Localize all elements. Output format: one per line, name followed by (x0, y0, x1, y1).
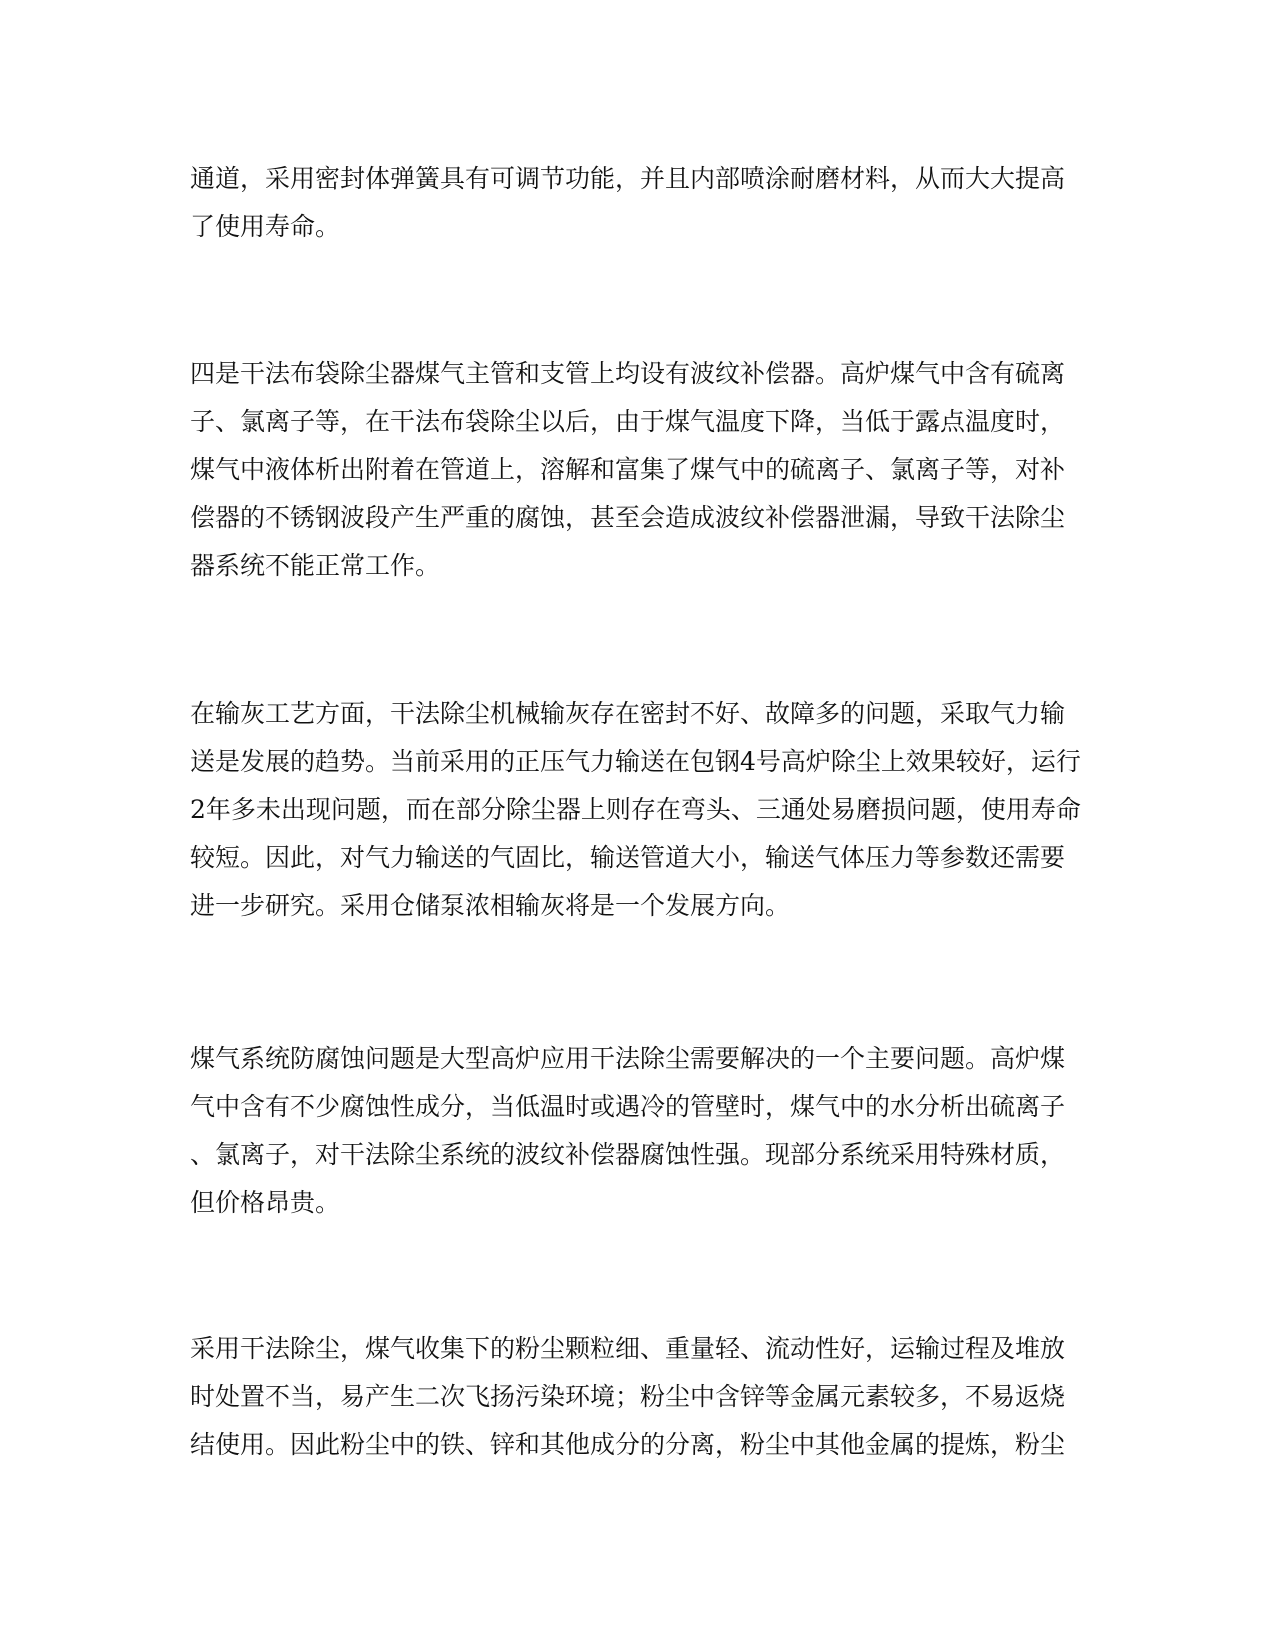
paragraph-line: 四是干法布袋除尘器煤气主管和支管上均设有波纹补偿器。高炉煤气中含有硫离 (190, 359, 1066, 388)
paragraph-line: 器系统不能正常工作。 (190, 551, 441, 580)
paragraph-1 (190, 155, 1065, 251)
paragraph-line: 2年多未出现问题，而在部分除尘器上则存在弯头、三通处易磨损问题，使用寿命 (190, 795, 1081, 824)
paragraph-line: 送是发展的趋势。当前采用的正压气力输送在包钢4号高炉除尘上效果较好，运行 (190, 747, 1081, 776)
paragraph-3 (190, 690, 1081, 930)
paragraph-line: 气中含有不少腐蚀性成分，当低温时或遇冷的管壁时，煤气中的水分析出硫离子 (190, 1092, 1066, 1121)
paragraph-line: 结使用。因此粉尘中的铁、锌和其他成分的分离，粉尘中其他金属的提炼，粉尘 (190, 1430, 1066, 1459)
paragraph-line: 子、氯离子等，在干法布袋除尘以后，由于煤气温度下降，当低于露点温度时， (190, 407, 1066, 436)
paragraph-line: 煤气系统防腐蚀问题是大型高炉应用干法除尘需要解决的一个主要问题。高炉煤 (190, 1044, 1066, 1073)
paragraph-line: 通道，采用密封体弹簧具有可调节功能，并且内部喷涂耐磨材料，从而大大提高 (190, 164, 1066, 193)
paragraph-line: 采用干法除尘，煤气收集下的粉尘颗粒细、重量轻、流动性好，运输过程及堆放 (190, 1334, 1066, 1363)
paragraph-line: 在输灰工艺方面，干法除尘机械输灰存在密封不好、故障多的问题，采取气力输 (190, 699, 1066, 728)
paragraph-line: 了使用寿命。 (190, 212, 341, 241)
paragraph-2 (190, 350, 1065, 590)
paragraph-4 (190, 1035, 1065, 1227)
paragraph-5 (190, 1325, 1065, 1469)
paragraph-line: 时处置不当，易产生二次飞扬污染环境；粉尘中含锌等金属元素较多，不易返烧 (190, 1382, 1066, 1411)
paragraph-line: 较短。因此，对气力输送的气固比，输送管道大小，输送气体压力等参数还需要 (190, 843, 1066, 872)
paragraph-line: 偿器的不锈钢波段产生严重的腐蚀，甚至会造成波纹补偿器泄漏，导致干法除尘 (190, 503, 1066, 532)
paragraph-line: 、氯离子，对干法除尘系统的波纹补偿器腐蚀性强。现部分系统采用特殊材质， (190, 1140, 1066, 1169)
paragraph-line: 进一步研究。采用仓储泵浓相输灰将是一个发展方向。 (190, 891, 791, 920)
paragraph-line: 但价格昂贵。 (190, 1188, 341, 1217)
paragraph-line: 煤气中液体析出附着在管道上，溶解和富集了煤气中的硫离子、氯离子等，对补 (190, 455, 1066, 484)
